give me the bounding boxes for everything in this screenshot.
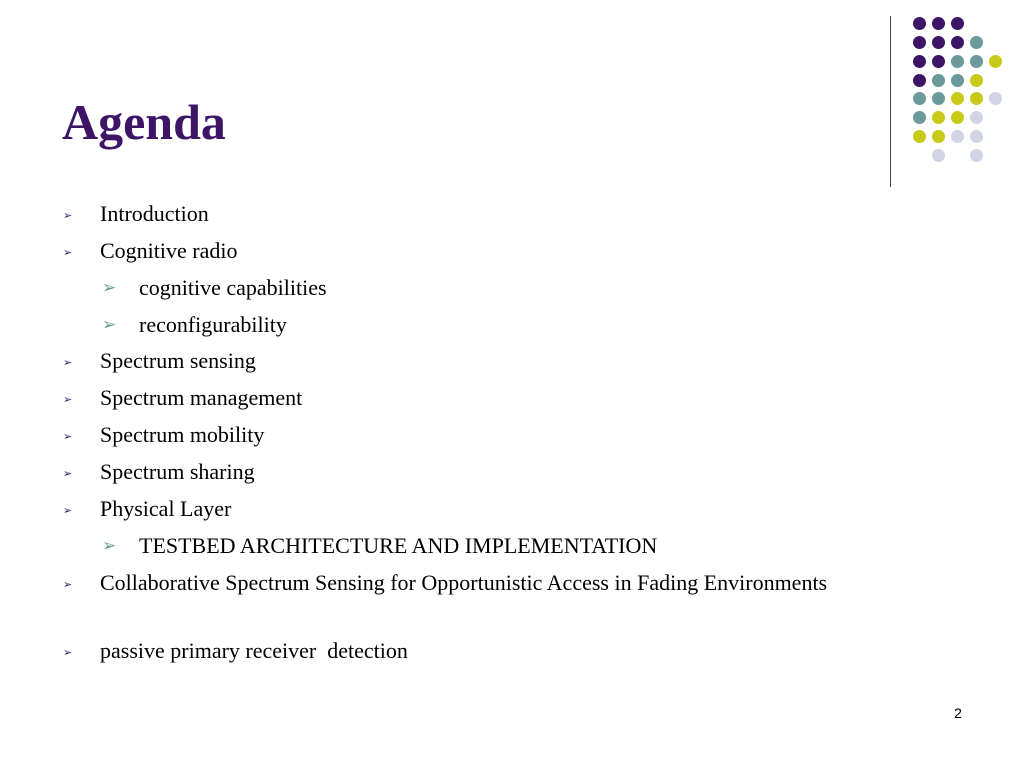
- decor-dot: [913, 111, 926, 124]
- decor-dot: [932, 55, 945, 68]
- arrowhead-bullet-icon: ➢: [102, 315, 117, 335]
- decor-dot: [951, 36, 964, 49]
- arrowhead-bullet-icon: ➢: [63, 209, 73, 222]
- agenda-item: Spectrum management: [100, 385, 303, 410]
- arrowhead-bullet-icon: ➢: [63, 504, 73, 517]
- agenda-item: Introduction: [100, 201, 209, 226]
- decor-dot: [932, 92, 945, 105]
- decor-dot: [913, 92, 926, 105]
- arrowhead-bullet-icon: ➢: [63, 356, 73, 369]
- arrowhead-bullet-icon: ➢: [63, 393, 73, 406]
- decor-dot: [970, 130, 983, 143]
- decor-dot: [970, 111, 983, 124]
- decor-dot: [970, 149, 983, 162]
- agenda-subitem: TESTBED ARCHITECTURE AND IMPLEMENTATION: [139, 533, 658, 558]
- decor-dot: [932, 36, 945, 49]
- agenda-item: Cognitive radio: [100, 238, 238, 263]
- decor-dot: [932, 149, 945, 162]
- decor-dot: [913, 55, 926, 68]
- decor-dot: [989, 92, 1002, 105]
- decor-dot: [951, 130, 964, 143]
- decor-dot: [951, 74, 964, 87]
- decor-dot: [951, 111, 964, 124]
- decor-dot: [913, 17, 926, 30]
- decor-dot: [913, 130, 926, 143]
- arrowhead-bullet-icon: ➢: [63, 646, 73, 659]
- decor-dot: [951, 92, 964, 105]
- decor-dot: [932, 111, 945, 124]
- decor-dot: [970, 92, 983, 105]
- arrowhead-bullet-icon: ➢: [63, 246, 73, 259]
- agenda-item: Spectrum sharing: [100, 459, 255, 484]
- decor-dot: [913, 36, 926, 49]
- decor-dot: [970, 74, 983, 87]
- arrowhead-bullet-icon: ➢: [102, 536, 117, 556]
- decor-dot: [989, 55, 1002, 68]
- arrowhead-bullet-icon: ➢: [63, 430, 73, 443]
- agenda-subitem: reconfigurability: [139, 312, 287, 337]
- arrowhead-bullet-icon: ➢: [63, 578, 73, 591]
- decor-dot: [913, 74, 926, 87]
- agenda-subitem: cognitive capabilities: [139, 275, 327, 300]
- decor-dot: [951, 55, 964, 68]
- agenda-item: Spectrum sensing: [100, 348, 256, 373]
- slide-title: Agenda: [62, 94, 226, 150]
- decor-dot: [951, 17, 964, 30]
- decor-dot: [932, 130, 945, 143]
- decor-dot: [932, 74, 945, 87]
- decor-dot: [970, 36, 983, 49]
- page-number: 2: [954, 705, 962, 721]
- agenda-item: Spectrum mobility: [100, 422, 265, 447]
- agenda-item: passive primary receiver detection: [100, 638, 408, 663]
- arrowhead-bullet-icon: ➢: [63, 467, 73, 480]
- decor-dot: [932, 17, 945, 30]
- agenda-item: Collaborative Spectrum Sensing for Opportunistic Access in Fading Environments: [100, 570, 828, 595]
- vertical-divider: [890, 16, 891, 187]
- decor-dot: [970, 55, 983, 68]
- arrowhead-bullet-icon: ➢: [102, 278, 117, 298]
- agenda-item: Physical Layer: [100, 496, 232, 521]
